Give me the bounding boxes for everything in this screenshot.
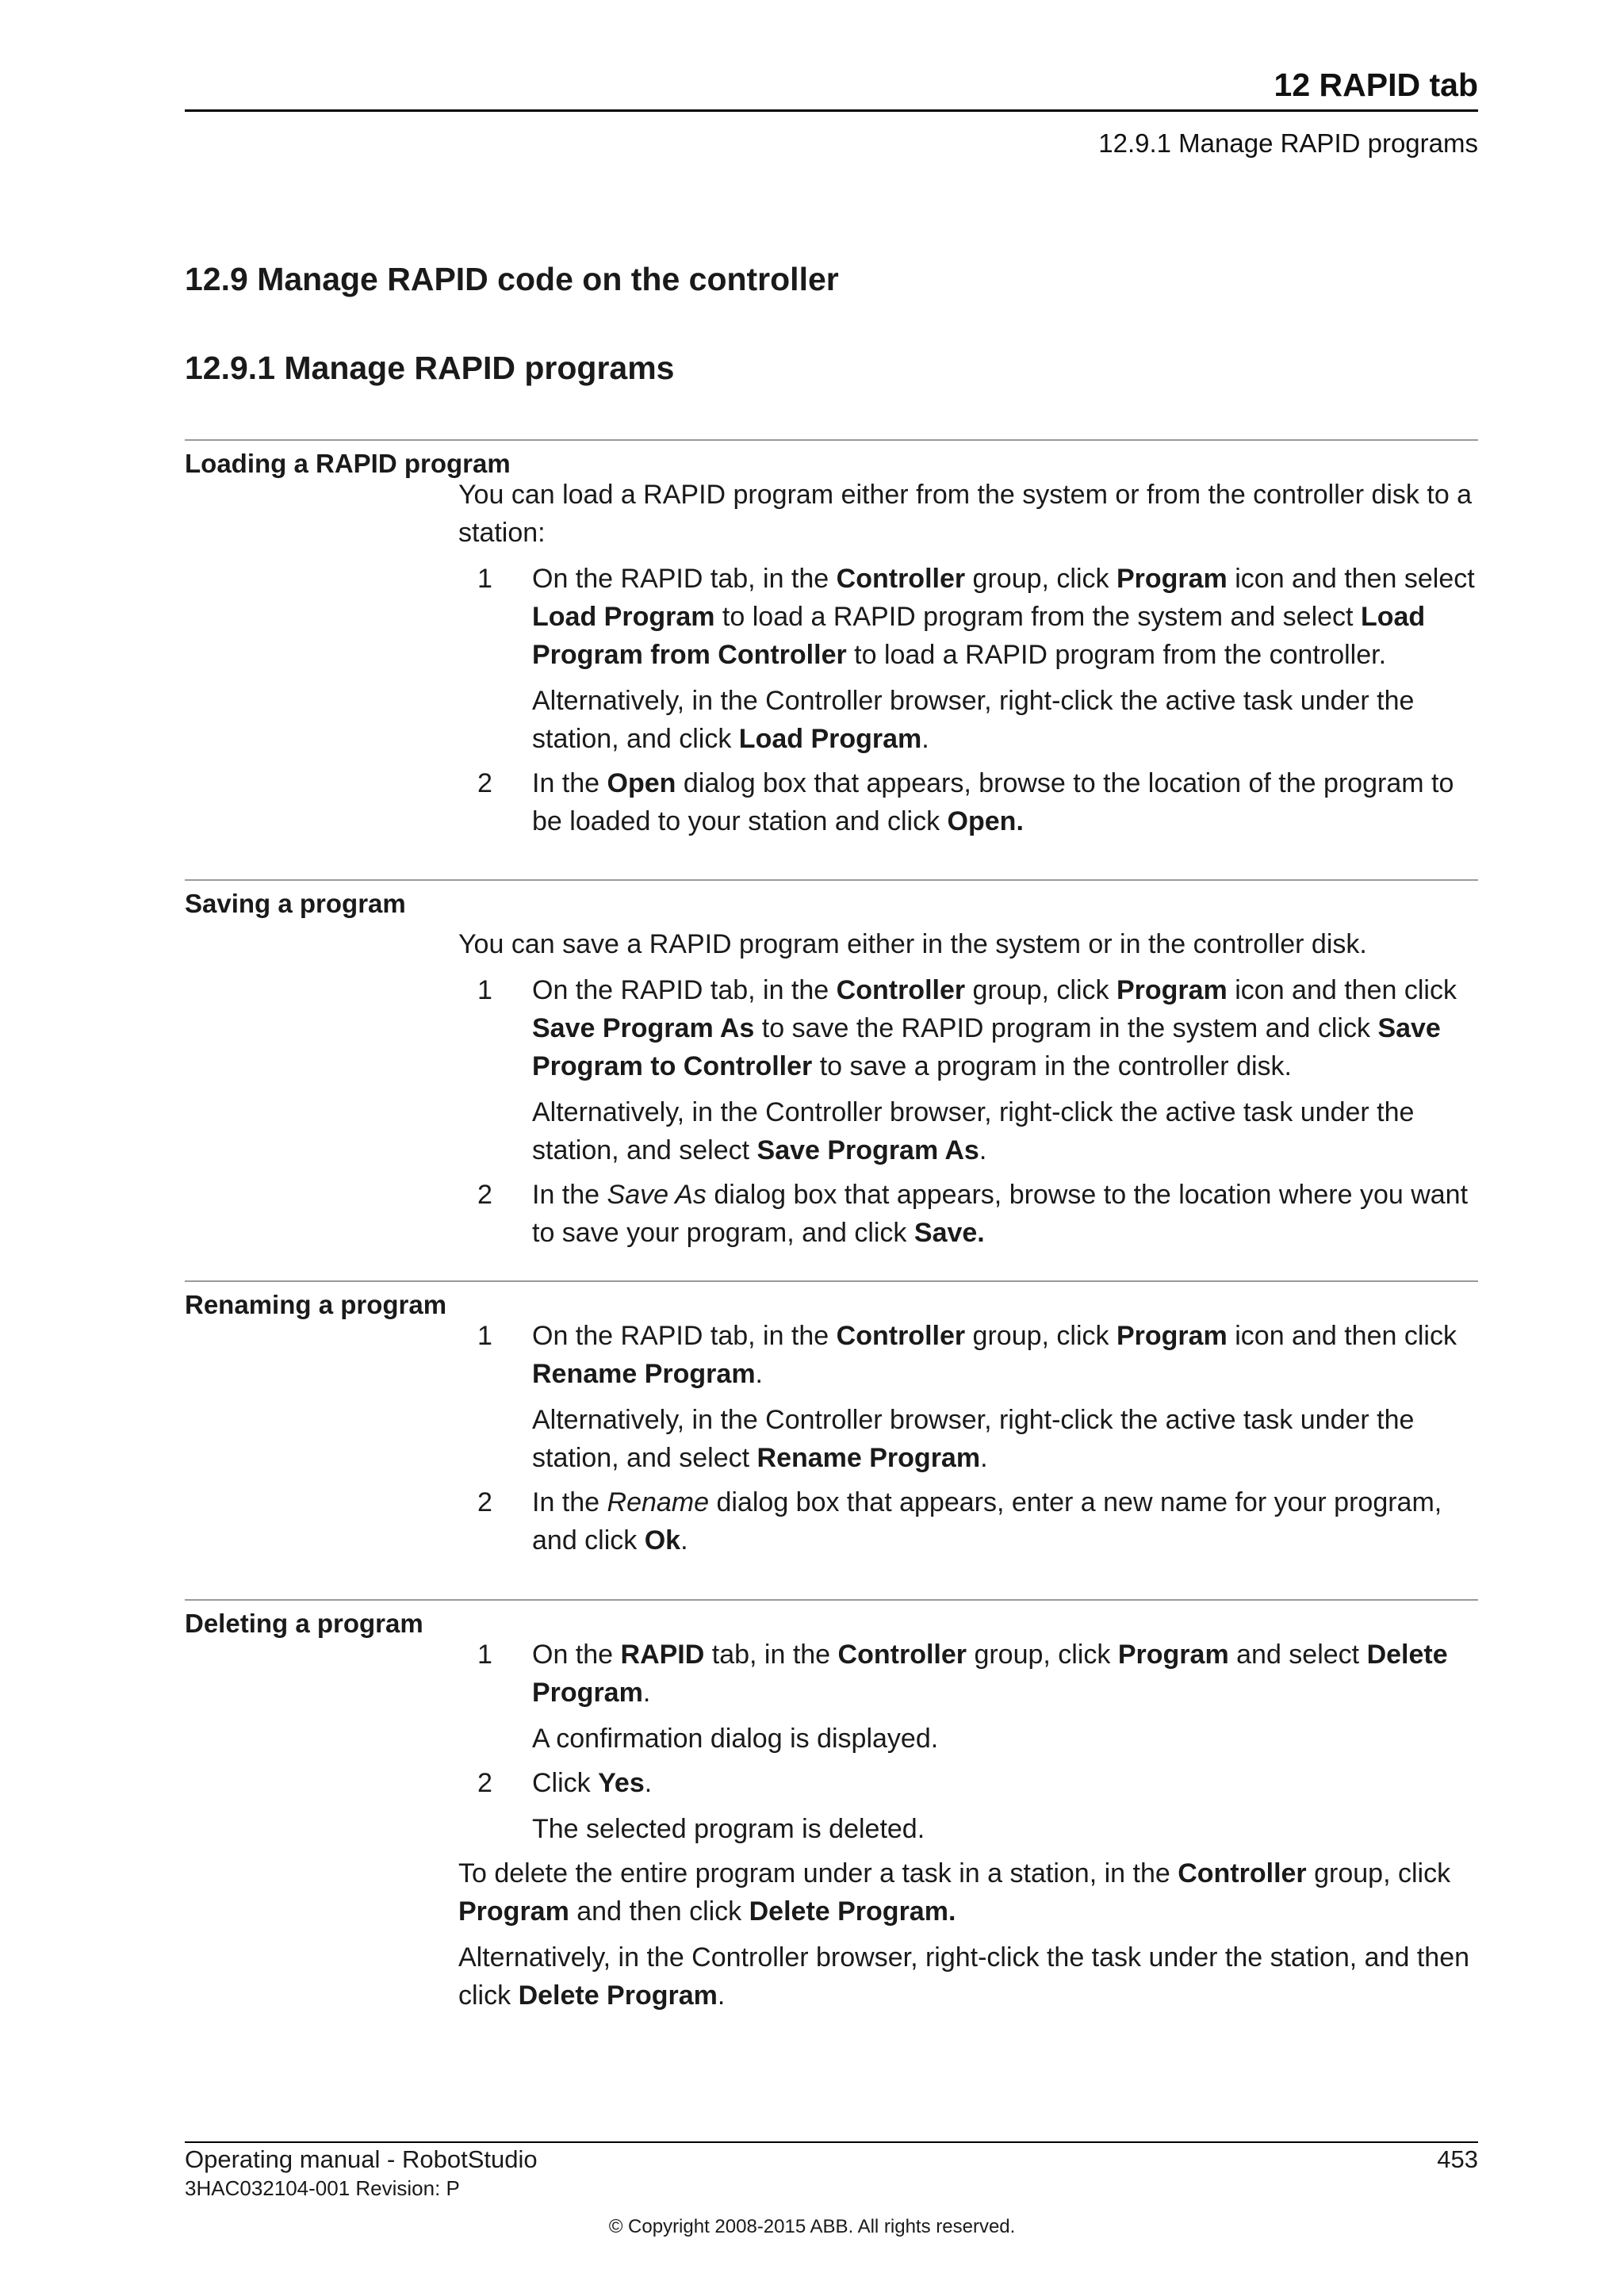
- section-label: Saving a program: [185, 889, 406, 918]
- section-rule: [185, 439, 1478, 441]
- manual-title: Operating manual - RobotStudio: [185, 2145, 538, 2173]
- step: [458, 1764, 1478, 1854]
- step: [458, 1483, 1478, 1566]
- section-deleting: [185, 1599, 1478, 2022]
- step-text: On the RAPID tab, in the Controller group, click Program icon and then click Save Program As to save the RAPID program in the system and click Save Program to Controller to save a program in the controller disk.: [532, 975, 1457, 1081]
- outro-paragraph: To delete the entire program under a task in a station, in the Controller group, click Program and then click Delete Program.: [458, 1858, 1451, 1927]
- section-body: [458, 476, 1478, 847]
- step-number: 2: [477, 1180, 492, 1210]
- step-number: 1: [477, 1321, 492, 1351]
- header-rule: [185, 109, 1478, 112]
- step-number: 2: [477, 768, 492, 798]
- section-body: [458, 1317, 1478, 1566]
- chapter-title: 12 RAPID tab: [1274, 67, 1478, 103]
- step-number: 1: [477, 1640, 492, 1670]
- step: [458, 1176, 1478, 1258]
- section-rule: [185, 879, 1478, 881]
- step-number: 1: [477, 564, 492, 594]
- step-text: In the Save As dialog box that appears, browse to the location where you want to save your program, and click Save.: [532, 1180, 1469, 1248]
- step: [458, 971, 1478, 1176]
- intro-paragraph: You can save a RAPID program either in the system or in the controller disk.: [458, 929, 1367, 959]
- section-rule: [185, 1280, 1478, 1282]
- section-body: [458, 1636, 1478, 2015]
- step-note: Alternatively, in the Controller browser, right-click the active task under the station, and select Save Program As.: [532, 1097, 1415, 1165]
- section-label: Deleting a program: [185, 1609, 423, 1638]
- section-loading: [185, 439, 1478, 847]
- subsection-heading: 12.9.1 Manage RAPID programs: [185, 350, 675, 386]
- step-text: On the RAPID tab, in the Controller group, click Program icon and then select Load Program to load a RAPID program from the system and select Load Program from Controller to load a RAPID program from the controller.: [532, 564, 1475, 670]
- section-heading: 12.9 Manage RAPID code on the controller: [185, 261, 839, 297]
- step: [458, 764, 1478, 847]
- step-note: A confirmation dialog is displayed.: [532, 1724, 939, 1754]
- outro-paragraph: Alternatively, in the Controller browser, right-click the task under the station, and then click Delete Program.: [458, 1942, 1470, 2011]
- page-number: 453: [1437, 2145, 1478, 2173]
- step-text: In the Rename dialog box that appears, enter a new name for your program, and click Ok.: [532, 1487, 1442, 1556]
- step-number: 1: [477, 975, 492, 1005]
- step-note: The selected program is deleted.: [532, 1814, 925, 1844]
- document-id: 3HAC032104-001 Revision: P: [185, 2176, 460, 2200]
- step-note: Alternatively, in the Controller browser, right-click the active task under the station, and select Rename Program.: [532, 1405, 1415, 1473]
- step: [458, 1636, 1478, 1764]
- section-rule: [185, 1599, 1478, 1601]
- step-number: 2: [477, 1768, 492, 1798]
- step-text: On the RAPID tab, in the Controller group, click Program icon and then click Rename Program.: [532, 1321, 1457, 1389]
- step-number: 2: [477, 1487, 492, 1517]
- section-label: Loading a RAPID program: [185, 449, 511, 478]
- section-saving: [185, 879, 1478, 1258]
- step: [458, 1317, 1478, 1483]
- step-text: Click Yes.: [532, 1768, 653, 1798]
- running-section-title: 12.9.1 Manage RAPID programs: [1098, 128, 1478, 158]
- intro-paragraph: You can load a RAPID program either from the system or from the controller disk to a station:: [458, 480, 1473, 548]
- step: [458, 560, 1478, 764]
- section-body: [458, 925, 1478, 1258]
- step-text: On the RAPID tab, in the Controller group, click Program and select Delete Program.: [532, 1640, 1448, 1708]
- copyright: © Copyright 2008-2015 ABB. All rights reserved.: [608, 2216, 1016, 2237]
- step-text: In the Open dialog box that appears, browse to the location of the program to be loaded to your station and click Open.: [532, 768, 1454, 836]
- step-note: Alternatively, in the Controller browser, right-click the active task under the station, and click Load Program.: [532, 686, 1415, 754]
- section-renaming: [185, 1280, 1478, 1566]
- section-label: Renaming a program: [185, 1290, 447, 1319]
